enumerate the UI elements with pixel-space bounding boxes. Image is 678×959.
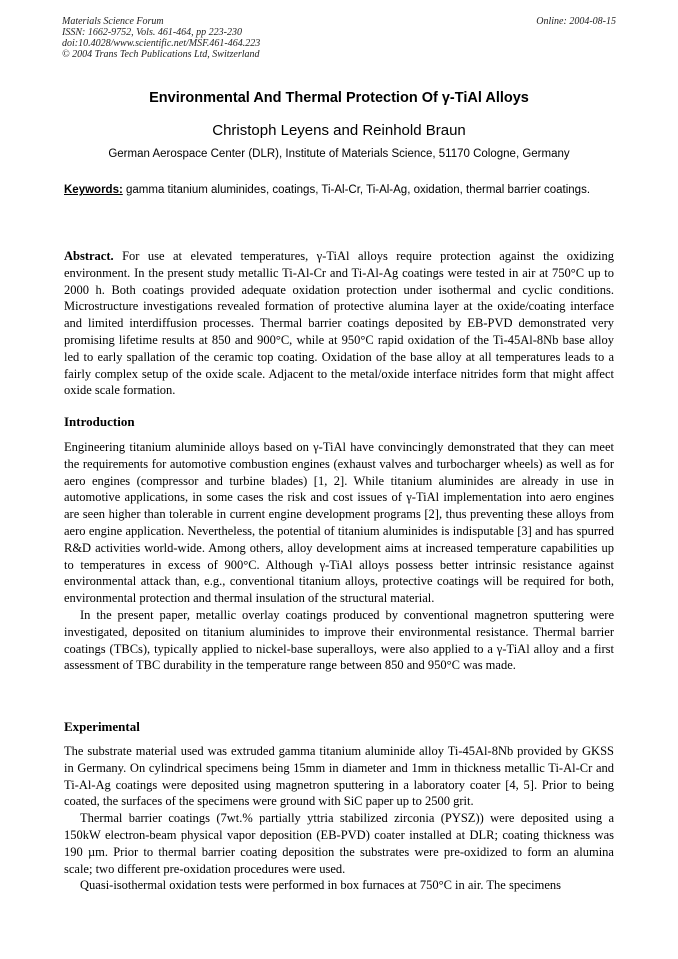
doi-line: doi:10.4028/www.scientific.net/MSF.461-464.223 (62, 38, 261, 49)
introduction-heading: Introduction (64, 414, 135, 429)
abstract-block (64, 248, 614, 399)
introduction-paragraph-1: Engineering titanium aluminide alloys based on γ-TiAl have convincingly demonstrated that they can meet the requirements for automotive combustion engines (exhaust valves and turbocharger wheels) as well as for aero engines (compressor and turbine blades) [1, 2]. While titanium aluminides are already in use in automotive applications, in some cases the risk and cost issues of γ-TiAl implementation into aero engines are seen higher than tolerable in current engine development programs [2], thus preventing these alloys from aero engine application. Nevertheless, the potential of titanium aluminides is indisputable [3] and has spurred R&D activities world-wide. Among others, alloy development aims at increased temperature capabilities up to temperatures in excess of 900°C. Although γ-TiAl alloys possess better intrinsic resistance against environmental attack than, e.g., conventional titanium alloys, protective coatings will be required for both, environmental protection and thermal insulation of the structural material. (64, 440, 614, 606)
paper-authors: Christoph Leyens and Reinhold Braun (212, 122, 466, 139)
abstract-text: For use at elevated temperatures, γ-TiAl alloys require protection against the oxidizing environment. In the present study metallic Ti-Al-Cr and Ti-Al-Ag coatings were tested in air at 750°C up to 2000 h. Both coatings provided adequate oxidation protection under isothermal and cyclic conditions. Microstructure investigations revealed formation of protective alumina layer at the oxide/coating interface and limited interdiffusion processes. Thermal barrier coatings deposited by EB-PVD demonstrated very promising lifetime results at 850 and 900°C, while at 950°C rapid oxidation of the Ti-45Al-8Nb base alloy led to early spallation of the ceramic top coating. Oxidation of the base alloy at all temperatures leads to a fairly complex setup of the oxide scale. Adjacent to the metal/oxide interface nitrides form that might affect oxide scale formation. (64, 249, 615, 398)
online-date-text: Online: 2004-08-15 (536, 16, 616, 27)
keywords-text: gamma titanium aluminides, coatings, Ti-Al-Cr, Ti-Al-Ag, oxidation, thermal barrier coatings. (126, 184, 591, 196)
introduction-body (64, 439, 614, 674)
issn-line: ISSN: 1662-9752, Vols. 461-464, pp 223-230 (62, 27, 242, 38)
experimental-paragraph-2: Thermal barrier coatings (7wt.% partially yttria stabilized zirconia (PYSZ)) were deposited using a 150kW electron-beam physical vapor deposition (EB-PVD) coater installed at DLR; coating thickness was 190 µm. Prior to thermal barrier coating deposition the substrates were pre-oxidized to form an alumina scale; two different pre-oxidation procedures were used. (64, 811, 614, 876)
keywords-block (64, 183, 614, 198)
keywords-label: Keywords: (64, 184, 123, 196)
paper-title: Environmental And Thermal Protection Of γ-TiAl Alloys (149, 90, 529, 106)
experimental-paragraph-3: Quasi-isothermal oxidation tests were performed in box furnaces at 750°C in air. The specimens (80, 878, 562, 893)
copyright-line: © 2004 Trans Tech Publications Ltd, Switzerland (62, 49, 260, 60)
online-date (536, 16, 616, 27)
paper-affiliation: German Aerospace Center (DLR), Institute of Materials Science, 51170 Cologne, Germany (108, 148, 570, 160)
abstract-label: Abstract. (64, 249, 114, 263)
experimental-heading: Experimental (64, 719, 140, 734)
journal-header (62, 16, 260, 60)
introduction-paragraph-2: In the present paper, metallic overlay coatings produced by conventional magnetron sputtering were investigated, deposited on titanium aluminides to improve their environmental resistance. Thermal barrier coatings (TBCs), typically applied to nickel-base superalloys, were also applied to a γ-TiAl alloy and a first assessment of TBC durability in the temperature range between 850 and 950°C was made. (64, 607, 614, 673)
experimental-body (64, 743, 614, 894)
journal-name: Materials Science Forum (62, 16, 164, 27)
experimental-paragraph-1: The substrate material used was extruded gamma titanium aluminide alloy Ti-45Al-8Nb provided by GKSS in Germany. On cylindrical specimens being 15mm in diameter and 1mm in thickness metallic Ti-Al-Cr and Ti-Al-Ag coatings were deposited using magnetron sputtering in a laboratory coater [4, 5]. Prior to being coated, the surfaces of the specimens were ground with SiC paper up to 2500 grit. (64, 744, 614, 809)
